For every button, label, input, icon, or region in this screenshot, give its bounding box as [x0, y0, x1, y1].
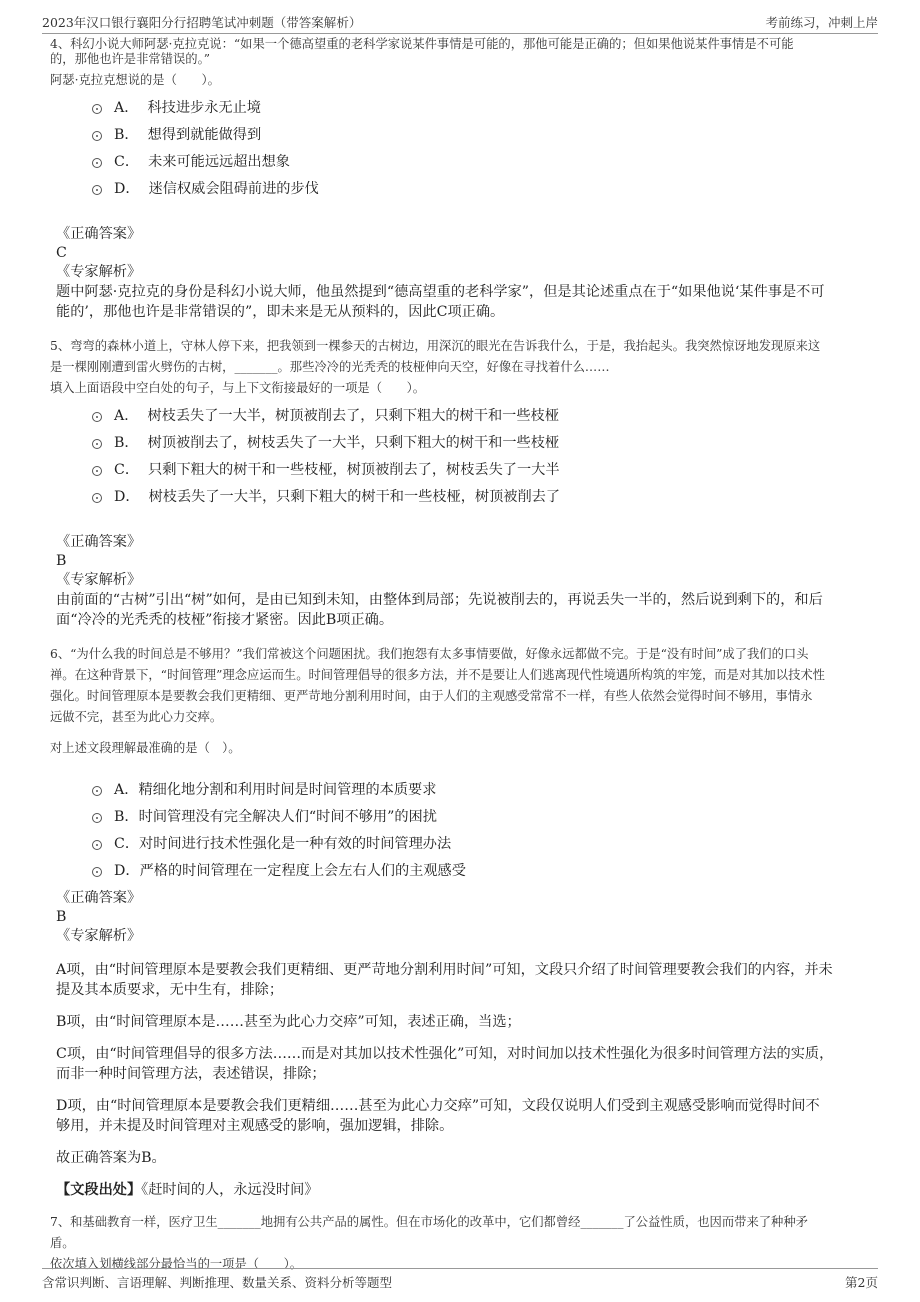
answer-value: B — [56, 909, 67, 925]
radio-icon[interactable] — [92, 786, 102, 796]
question-4-options — [92, 95, 872, 203]
page-number: 第2页 — [845, 1275, 878, 1290]
question-7-stem: 依次填入划横线部分最恰当的一项是（ ）。 — [50, 1257, 303, 1271]
question-5-answer — [56, 533, 872, 590]
radio-icon[interactable] — [92, 439, 102, 449]
option-b[interactable]: B． 想得到就能做得到 — [92, 122, 872, 149]
option-c[interactable]: C． 未来可能远远超出想象 — [92, 149, 872, 176]
question-4-text: 的，那他也许是非常错误的。” — [50, 52, 210, 66]
option-d[interactable]: D． 树枝丢失了一大半，只剩下粗大的树干和一些枝桠，树顶被削去了 — [92, 484, 872, 511]
question-7-text: 7、和基础教育一样，医疗卫生_______地拥有公共产品的属性。但在市场化的改革中，它们都曾经_______了公益性质，也因而带来了种种矛 — [50, 1215, 808, 1229]
question-5-stem: 填入上面语段中空白处的句子，与上下文衔接最好的一项是（ ）。 — [50, 381, 426, 395]
question-4 — [50, 34, 872, 91]
question-7-text: 盾。 — [50, 1236, 75, 1250]
analysis-conclusion: 故正确答案为B。 — [56, 1150, 166, 1166]
document-title: 2023年汉口银行襄阳分行招聘笔试冲刺题（带答案解析） — [42, 15, 362, 30]
question-6-text: 远做不完，甚至为此心力交瘁。 — [50, 710, 223, 724]
radio-icon[interactable] — [92, 466, 102, 476]
answer-label: 《正确答案》 — [56, 890, 142, 906]
radio-icon[interactable] — [92, 813, 102, 823]
analysis-option-d: D项，由“时间管理原本是要教会我们更精细……甚至为此心力交瘁”可知，文段仅说明人们受到主观感受影响而觉得时间不 够用，并未提及时间管理对主观感受的影响，强加逻辑，排除。 — [56, 1098, 820, 1134]
question-4-analysis: 题中阿瑟·克拉克的身份是科幻小说大师，他虽然提到“德高望重的老科学家”，但是其论述重点在于“如果他说‘某件事是不可 能的’，那他也许是非常错误的”，即未来是无从预料的，因此C项正确。 — [56, 284, 825, 320]
question-6-text: 强化。时间管理原本是要教会我们更精细、更严苛地分割利用时间，由于人们的主观感受常常不一样，有些人依然会觉得时间不够用，事情永 — [50, 689, 813, 703]
header-slogan: 考前练习，冲刺上岸 — [765, 15, 878, 30]
radio-icon[interactable] — [92, 840, 102, 850]
analysis-option-b: B项，由“时间管理原本是……甚至为此心力交瘁”可知，表述正确，当选； — [56, 1014, 521, 1030]
question-7 — [50, 1212, 872, 1275]
analysis-label: 《专家解析》 — [56, 928, 142, 944]
radio-icon[interactable] — [92, 185, 102, 195]
question-6-text: 禅。在这种背景下，“时间管理”理念应运而生。时间管理倡导的很多方法，并不是要让人们逃离现代性境遇所构筑的牢笼，而是对其加以技术性 — [50, 668, 825, 682]
option-d[interactable]: D． 迷信权威会阻碍前进的步伐 — [92, 176, 872, 203]
question-5-options — [92, 403, 872, 511]
option-a[interactable]: A． 树枝丢失了一大半，树顶被削去了，只剩下粗大的树干和一些枝桠 — [92, 403, 872, 430]
question-5-analysis: 由前面的“古树”引出“树”如何，是由已知到未知，由整体到局部；先说被削去的，再说丢失一半的，然后说到剩下的，和后 面“冷冷的光秃秃的枝桠”衔接才紧密。因此B项正确。 — [56, 592, 823, 628]
answer-label: 《正确答案》 — [56, 226, 142, 242]
question-4-text-cut: 4、科幻小说大师阿瑟·克拉克说：“如果一个德高望重的老科学家说某件事情是可能的，那他可能是正确的；但如果他说某件事情是不可能 — [50, 37, 794, 51]
question-4-answer — [56, 225, 872, 282]
option-a[interactable]: A． 科技进步永无止境 — [92, 95, 872, 122]
radio-icon[interactable] — [92, 867, 102, 877]
radio-icon[interactable] — [92, 131, 102, 141]
question-6-answer — [56, 889, 872, 946]
document-body — [50, 34, 872, 1271]
analysis-label: 《专家解析》 — [56, 264, 142, 280]
question-5-text: 5、弯弯的森林小道上，守林人停下来，把我领到一棵参天的古树边，用深沉的眼光在告诉我什么，于是，我抬起头。我突然惊讶地发现原来这 — [50, 339, 821, 353]
option-b[interactable]: B． 树顶被削去了，树枝丢失了一大半，只剩下粗大的树干和一些枝桠 — [92, 430, 872, 457]
option-c[interactable]: C．对时间进行技术性强化是一种有效的时间管理办法 — [92, 831, 872, 858]
option-d[interactable]: D．严格的时间管理在一定程度上会左右人们的主观感受 — [92, 858, 872, 885]
option-a[interactable]: A．精细化地分割和利用时间是时间管理的本质要求 — [92, 777, 872, 804]
answer-value: B — [56, 553, 67, 569]
option-b[interactable]: B．时间管理没有完全解决人们“时间不够用”的困扰 — [92, 804, 872, 831]
text-source: 【文段出处】《赶时间的人，永远没时间》 — [56, 1182, 319, 1198]
answer-value: C — [56, 245, 67, 261]
question-5-text: 是一棵刚刚遭到雷火劈伤的古树，_______。那些冷冷的光秃秃的枝桠伸向天空，好像在寻找着什么…… — [50, 360, 610, 374]
radio-icon[interactable] — [92, 104, 102, 114]
page-footer — [42, 1268, 878, 1293]
analysis-option-c: C项，由“时间管理倡导的很多方法……而是对其加以技术性强化”可知，对时间加以技术性强化为很多时间管理方法的实质， 而非一种时间管理方法，表述错误，排除； — [56, 1046, 834, 1082]
radio-icon[interactable] — [92, 158, 102, 168]
footer-topics: 含常识判断、言语理解、判断推理、数量关系、资料分析等题型 — [42, 1275, 393, 1290]
option-c[interactable]: C． 只剩下粗大的树干和一些枝桠，树顶被削去了，树枝丢失了一大半 — [92, 457, 872, 484]
page-header — [42, 11, 878, 34]
question-4-stem: 阿瑟·克拉克想说的是（ ）。 — [50, 73, 220, 87]
radio-icon[interactable] — [92, 412, 102, 422]
question-6-analysis — [56, 960, 872, 1200]
analysis-label: 《专家解析》 — [56, 572, 142, 588]
question-5 — [50, 336, 872, 399]
question-6 — [50, 644, 872, 759]
question-6-text: 6、“为什么我的时间总是不够用？”我们常被这个问题困扰。我们抱怨有太多事情要做，好像永远都做不完。于是“没有时间”成了我们的口头 — [50, 647, 809, 661]
radio-icon[interactable] — [92, 493, 102, 503]
question-6-options — [92, 777, 872, 885]
analysis-option-a: A项，由“时间管理原本是要教会我们更精细、更严苛地分割利用时间”可知，文段只介绍了时间管理要教会我们的内容，并未 提及其本质要求，无中生有，排除； — [56, 962, 833, 998]
question-6-stem: 对上述文段理解最准确的是（ ）。 — [50, 741, 241, 755]
answer-label: 《正确答案》 — [56, 534, 142, 550]
